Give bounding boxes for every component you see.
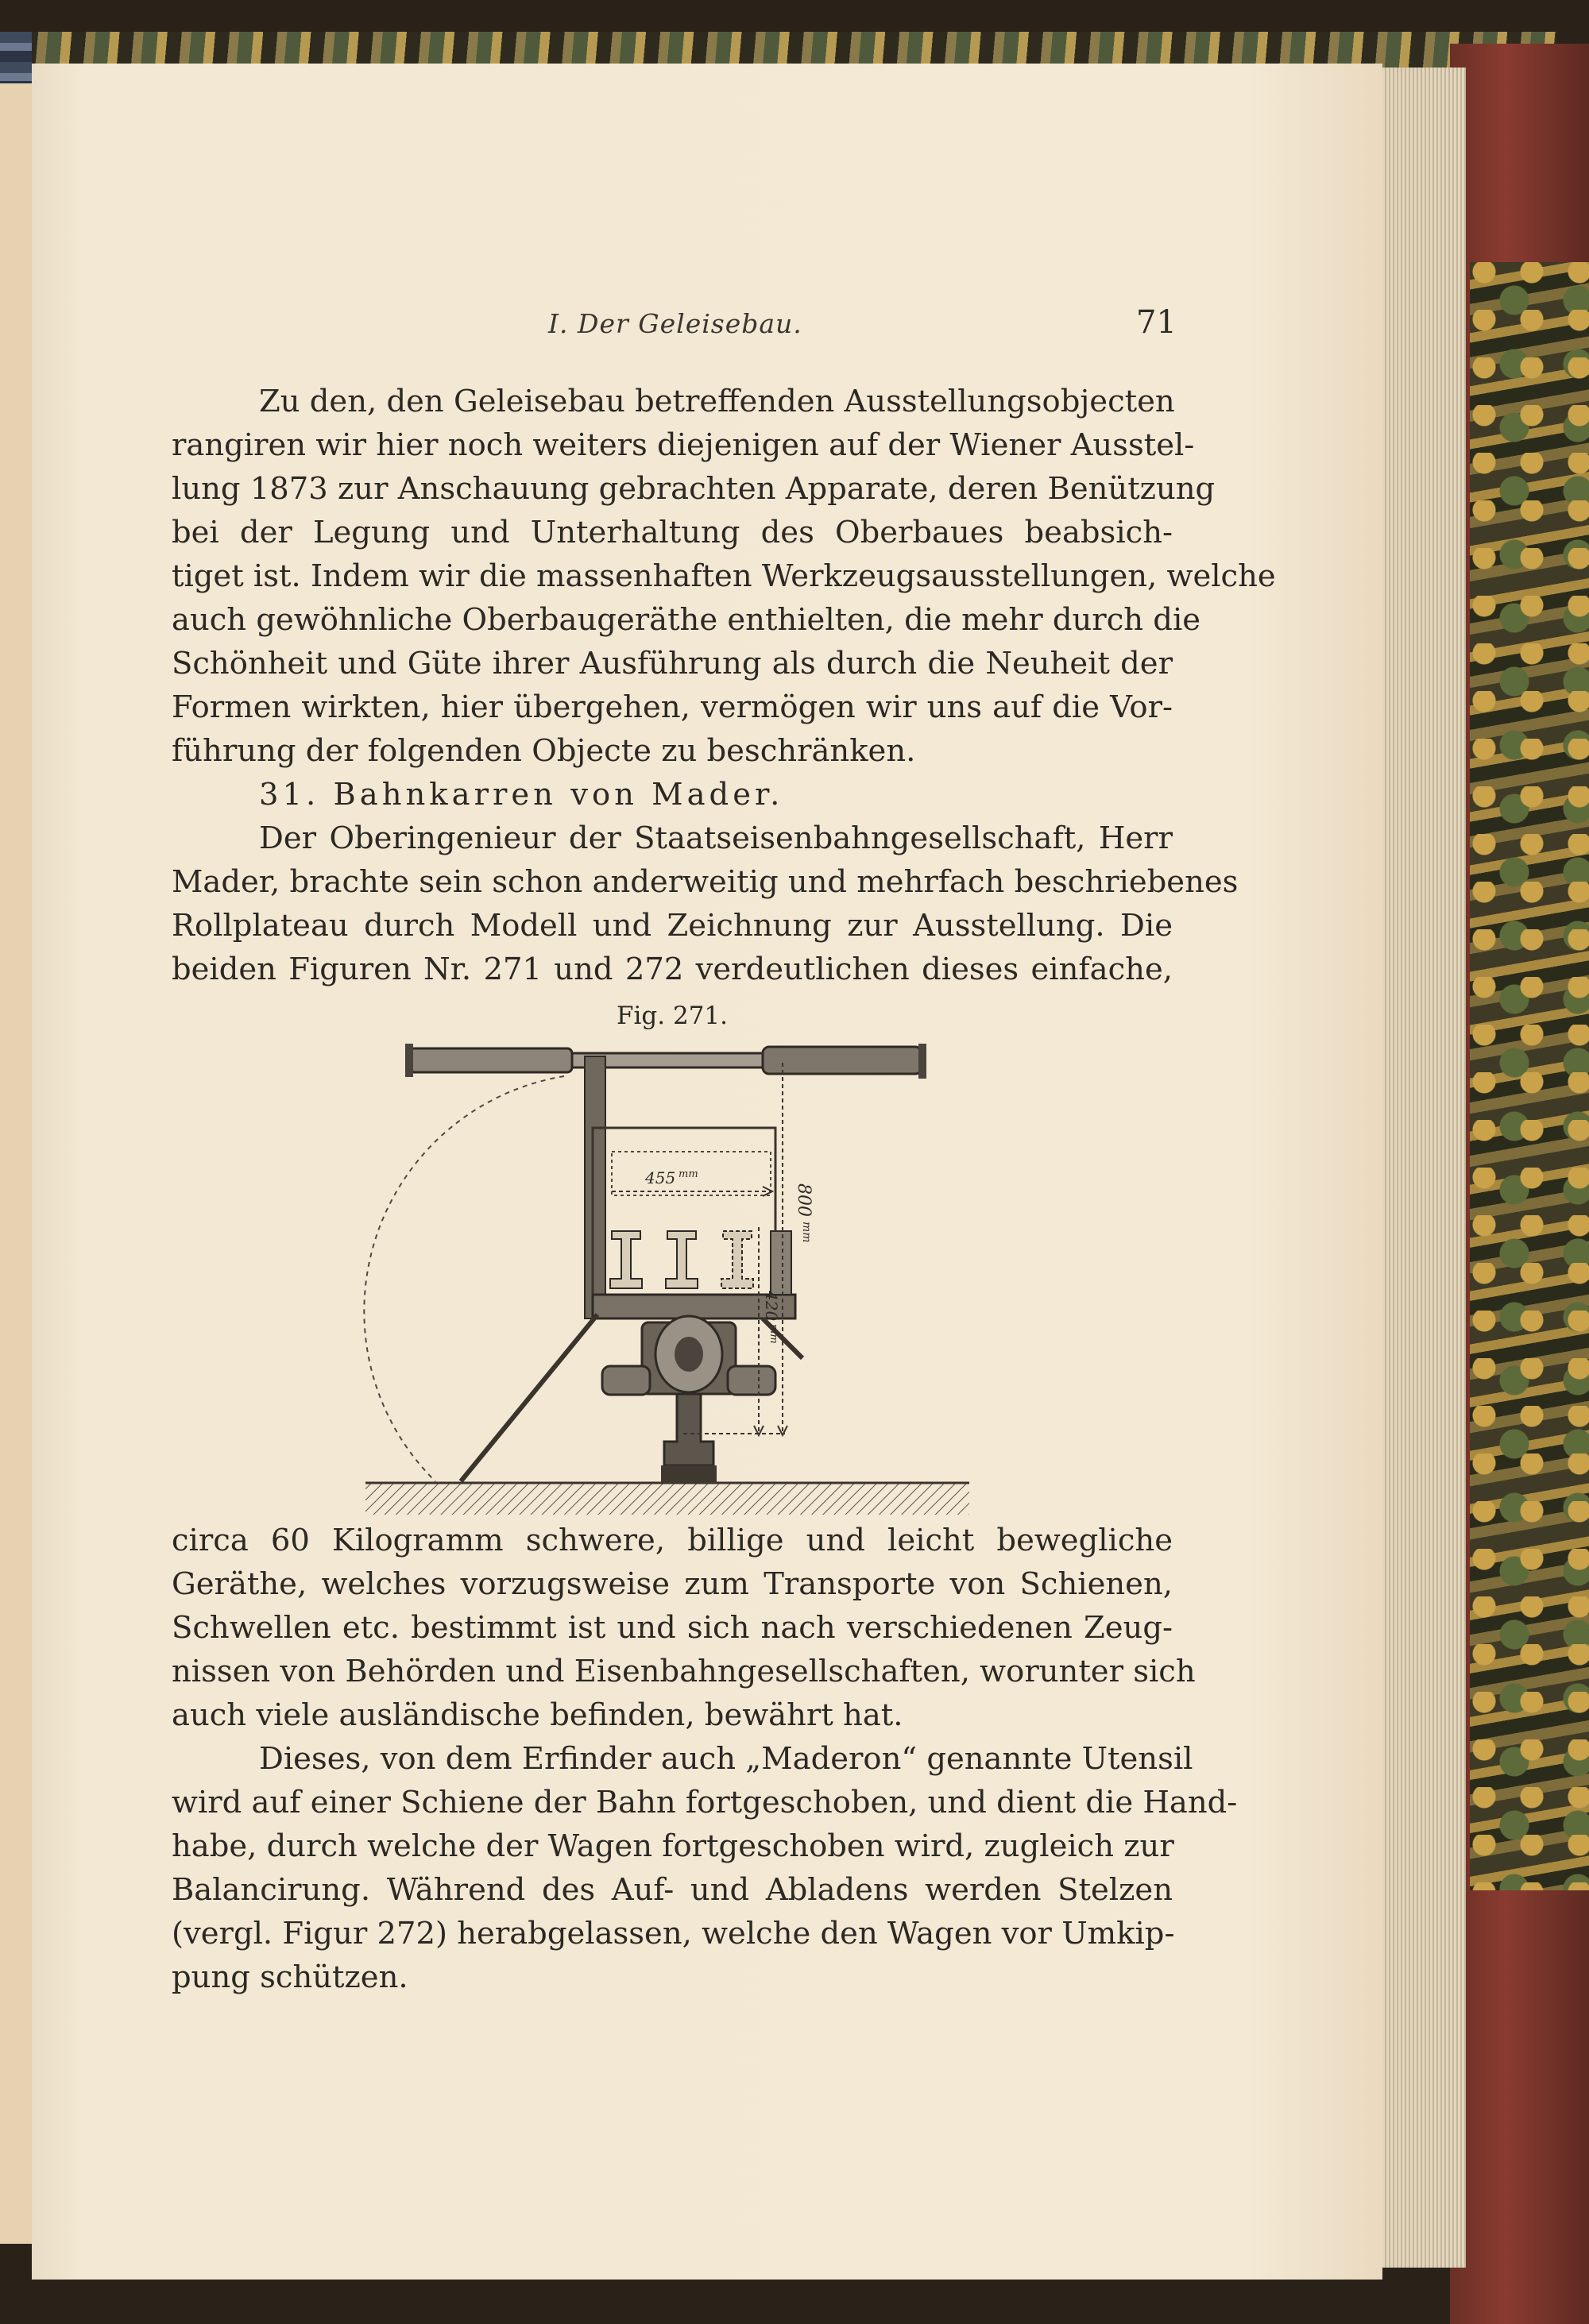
text-line: beiden Figuren Nr. 271 und 272 verdeutlichen dieses einfache,: [172, 952, 1173, 987]
marbled-cover-right: [1470, 262, 1589, 1890]
text-block-lower: [172, 1519, 1238, 1999]
previous-page-edge: [0, 83, 32, 2244]
figure-caption-block: [172, 994, 1173, 1038]
dimension-height-value: 800: [794, 1183, 814, 1217]
text-line: Zu den, den Geleisebau betreffenden Ausstellungsobjecten: [259, 384, 1175, 419]
ground-hatching: [365, 1483, 969, 1515]
page-number: 71: [1136, 304, 1177, 341]
text-block-upper: [172, 380, 1276, 991]
text-line: auch viele ausländische befinden, bewährt hat.: [172, 1697, 903, 1733]
cart-frame: [593, 1128, 795, 1318]
text-line: habe, durch welche der Wagen fortgeschoben wird, zugleich zur: [172, 1828, 1174, 1864]
text-line: pung schützen.: [172, 1959, 408, 1995]
text-line: Mader, brachte sein schon anderweitig und mehrfach beschriebenes: [172, 864, 1239, 900]
dimension-lower-unit: mm: [767, 1324, 779, 1344]
running-title: I. Der Geleisebau.: [548, 308, 802, 339]
dimension-width-unit: mm: [679, 1168, 698, 1180]
text-line: Rollplateau durch Modell und Zeichnung zur Ausstellung. Die: [172, 908, 1173, 944]
dimension-lower-value: 420: [762, 1291, 781, 1322]
page-stack-edges: [1378, 68, 1466, 2268]
vertical-post: [585, 1056, 605, 1318]
text-line: Schönheit und Güte ihrer Ausführung als durch die Neuheit der: [172, 646, 1173, 681]
text-line: (vergl. Figur 272) herabgelassen, welche den Wagen vor Umkip-: [172, 1916, 1175, 1951]
stilt-left: [461, 1314, 597, 1481]
text-line: Schwellen etc. bestimmt ist und sich nach verschiedenen Zeug-: [172, 1610, 1173, 1646]
section-heading: 31. Bahnkarren von Mader.: [259, 777, 784, 813]
text-line: Geräthe, welches vorzugsweise zum Transporte von Schienen,: [172, 1566, 1173, 1602]
text-line: Balancirung. Während des Auf- und Abladens werden Stelzen: [172, 1872, 1173, 1908]
dimension-height-unit: mm: [800, 1222, 813, 1243]
figure-271-illustration: [350, 1033, 985, 1529]
swing-arc: [364, 1076, 564, 1481]
text-line: circa 60 Kilogramm schwere, billige und leicht bewegliche: [172, 1523, 1173, 1558]
text-line: wird auf einer Schiene der Bahn fortgeschoben, und dient die Hand-: [172, 1785, 1238, 1820]
figure-caption: Fig. 271.: [617, 1002, 728, 1030]
wheel-assembly: [602, 1316, 775, 1483]
text-line: rangiren wir hier noch weiters diejenigen auf der Wiener Ausstel-: [172, 427, 1195, 463]
dimension-width-value: 455: [645, 1168, 676, 1187]
text-line: Dieses, von dem Erfinder auch „Maderon“ genannte Utensil: [259, 1741, 1193, 1777]
text-line: führung der folgenden Objecte zu beschränken.: [172, 733, 916, 769]
text-line: lung 1873 zur Anschauung gebrachten Apparate, deren Benützung: [172, 471, 1216, 507]
text-line: tiget ist. Indem wir die massenhaften Werkzeugsausstellungen, welche: [172, 558, 1276, 594]
text-line: Der Oberingenieur der Staatseisenbahngesellschaft, Herr: [259, 820, 1173, 856]
text-line: Formen wirkten, hier übergehen, vermögen wir uns auf die Vor-: [172, 689, 1173, 725]
text-line: nissen von Behörden und Eisenbahngesellschaften, worunter sich: [172, 1654, 1196, 1689]
handle-bar: [405, 1044, 926, 1079]
text-line: bei der Legung und Unterhaltung des Oberbaues beabsich-: [172, 515, 1173, 550]
text-line: auch gewöhnliche Oberbaugeräthe enthielten, die mehr durch die: [172, 602, 1201, 638]
